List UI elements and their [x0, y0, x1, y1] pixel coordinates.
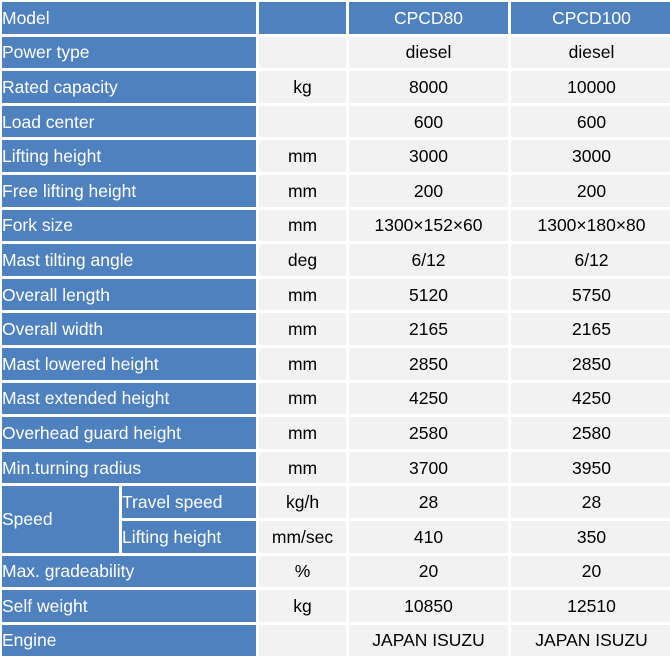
row-value-cpcd80: diesel — [349, 37, 508, 69]
row-value-cpcd100: 2580 — [511, 417, 670, 449]
row-label: Rated capacity — [2, 71, 256, 103]
row-value-cpcd100: 10000 — [511, 71, 670, 103]
row-value-cpcd100: 350 — [511, 521, 670, 553]
row-unit: mm — [259, 175, 346, 207]
row-value-cpcd100: diesel — [511, 37, 670, 69]
table-row — [2, 106, 670, 138]
row-unit: mm — [259, 210, 346, 242]
row-value-cpcd80: 410 — [349, 521, 508, 553]
row-unit: kg/h — [259, 486, 346, 518]
row-unit: mm — [259, 279, 346, 311]
table-row — [2, 313, 670, 345]
row-unit: mm/sec — [259, 521, 346, 553]
row-value-cpcd100: 28 — [511, 486, 670, 518]
row-value-cpcd80: 2165 — [349, 313, 508, 345]
row-label: Mast tilting angle — [2, 244, 256, 276]
row-label: Overall width — [2, 313, 256, 345]
row-unit — [259, 37, 346, 69]
row-label: Self weight — [2, 590, 256, 622]
row-label: Engine — [2, 625, 256, 657]
header-label: Model — [2, 2, 256, 34]
row-value-cpcd80: 28 — [349, 486, 508, 518]
row-label: Lifting height — [2, 140, 256, 172]
row-value-cpcd80: 3700 — [349, 452, 508, 484]
row-value-cpcd80: 10850 — [349, 590, 508, 622]
table-row-speed-travel — [2, 486, 670, 518]
model-cpcd100: CPCD100 — [511, 2, 670, 34]
table-row — [2, 244, 670, 276]
table-row — [2, 348, 670, 380]
row-label: Mast extended height — [2, 383, 256, 415]
row-value-cpcd100: 4250 — [511, 383, 670, 415]
row-value-cpcd80: JAPAN ISUZU — [349, 625, 508, 657]
row-unit: mm — [259, 383, 346, 415]
row-unit: mm — [259, 348, 346, 380]
row-value-cpcd80: 2850 — [349, 348, 508, 380]
row-label: Lifting height — [122, 521, 256, 553]
row-value-cpcd80: 3000 — [349, 140, 508, 172]
row-label: Min.turning radius — [2, 452, 256, 484]
table-row — [2, 175, 670, 207]
row-value-cpcd100: 5750 — [511, 279, 670, 311]
table-row — [2, 383, 670, 415]
row-value-cpcd100: 3950 — [511, 452, 670, 484]
row-label: Load center — [2, 106, 256, 138]
table-row — [2, 210, 670, 242]
row-unit: mm — [259, 452, 346, 484]
table-row — [2, 140, 670, 172]
row-unit: kg — [259, 71, 346, 103]
row-unit: mm — [259, 140, 346, 172]
row-label: Overhead guard height — [2, 417, 256, 449]
row-value-cpcd80: 200 — [349, 175, 508, 207]
row-value-cpcd100: 12510 — [511, 590, 670, 622]
row-value-cpcd80: 600 — [349, 106, 508, 138]
row-value-cpcd100: 3000 — [511, 140, 670, 172]
table-row — [2, 590, 670, 622]
row-label: Power type — [2, 37, 256, 69]
row-value-cpcd80: 8000 — [349, 71, 508, 103]
row-label: Free lifting height — [2, 175, 256, 207]
table-row — [2, 556, 670, 588]
row-label: Travel speed — [122, 486, 256, 518]
model-cpcd80: CPCD80 — [349, 2, 508, 34]
table-row — [2, 279, 670, 311]
row-value-cpcd80: 4250 — [349, 383, 508, 415]
row-value-cpcd80: 20 — [349, 556, 508, 588]
row-label: Fork size — [2, 210, 256, 242]
speed-group-label: Speed — [2, 486, 119, 552]
row-unit: % — [259, 556, 346, 588]
row-value-cpcd100: 1300×180×80 — [511, 210, 670, 242]
row-value-cpcd80: 2580 — [349, 417, 508, 449]
table-row — [2, 452, 670, 484]
row-unit: kg — [259, 590, 346, 622]
row-unit: deg — [259, 244, 346, 276]
row-unit: mm — [259, 417, 346, 449]
row-value-cpcd100: 2850 — [511, 348, 670, 380]
table-row — [2, 71, 670, 103]
row-value-cpcd80: 5120 — [349, 279, 508, 311]
row-unit: mm — [259, 313, 346, 345]
table-header-row — [2, 2, 670, 34]
row-value-cpcd80: 1300×152×60 — [349, 210, 508, 242]
row-value-cpcd100: 200 — [511, 175, 670, 207]
row-label: Mast lowered height — [2, 348, 256, 380]
row-unit — [259, 106, 346, 138]
row-value-cpcd100: JAPAN ISUZU — [511, 625, 670, 657]
table-row — [2, 37, 670, 69]
row-label: Max. gradeability — [2, 556, 256, 588]
header-unit — [259, 2, 346, 34]
row-label: Overall length — [2, 279, 256, 311]
row-value-cpcd80: 6/12 — [349, 244, 508, 276]
row-value-cpcd100: 600 — [511, 106, 670, 138]
row-unit — [259, 625, 346, 657]
row-value-cpcd100: 6/12 — [511, 244, 670, 276]
row-value-cpcd100: 2165 — [511, 313, 670, 345]
table-row — [2, 625, 670, 657]
table-row — [2, 417, 670, 449]
row-value-cpcd100: 20 — [511, 556, 670, 588]
